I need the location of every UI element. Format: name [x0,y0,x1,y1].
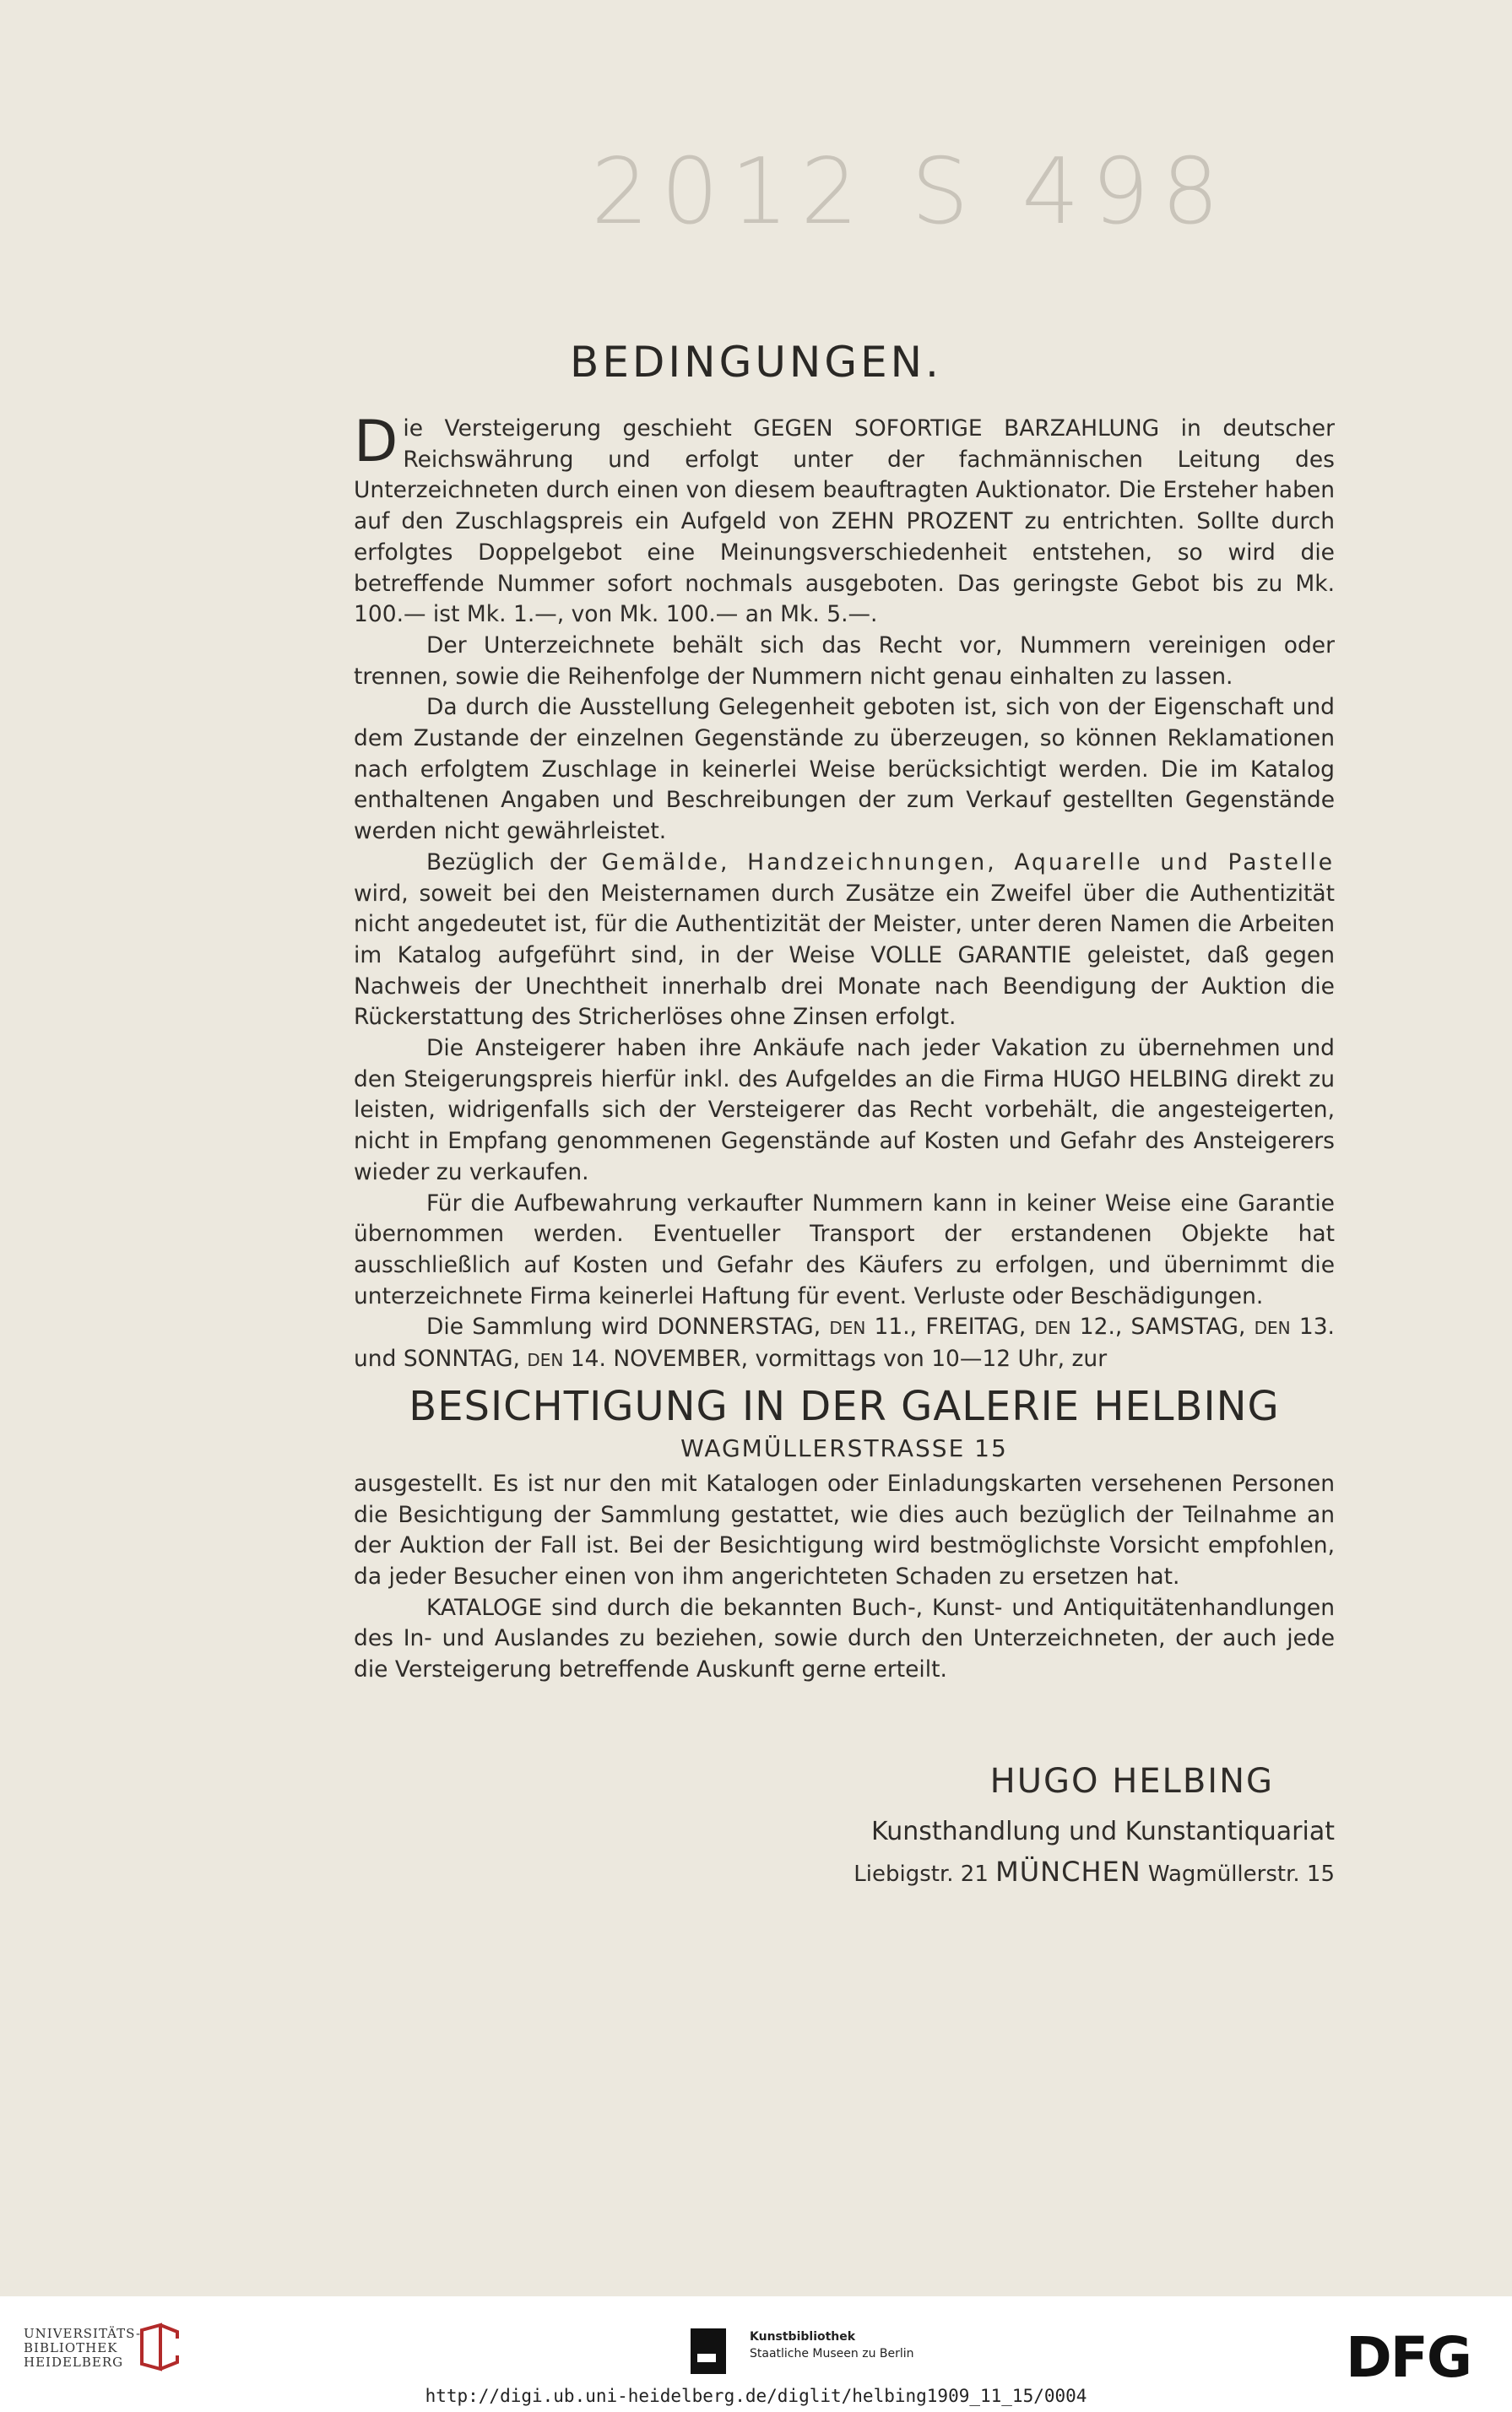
signature-block [854,1760,1335,1893]
conditions-text [354,409,1336,1686]
paragraph-3: Da durch die Ausstellung Gelegenheit geboten ist, sich von der Eigenschaft und dem Zustande der einzelnen Gegenstände zu überzeugen, so können Reklamationen nach erfolgtem Zuschlage in keinerlei Weise berücksichtigt werden. Die im Katalog enthaltenen Angaben und Beschreibungen der zum Verkauf gestellten Gegenstände werden nicht gewährleistet. [354,694,1335,845]
paragraph-9: KATALOGE sind durch die bekannten Buch-, Kunst- und Antiquitätenhandlungen des In- und Auslandes zu beziehen, sowie durch den Unterzeichneten, der auch jede die Versteigerung betreffende Auskunft gerne erteilt. [354,1594,1335,1683]
signature-subtitle: Kunsthandlung und Kunstantiquariat [871,1817,1335,1846]
page-title: BEDINGUNGEN. [570,338,942,387]
ub-heidelberg-logo-icon [135,2322,182,2372]
paragraph-4: Bezüglich der Gemälde, Handzeichnungen, Aquarelle und Pastelle wird, soweit bei den Meisternamen durch Zusätze ein Zweifel über die Authentizität nicht angedeutet ist, für die Authentizität der Meister, unter deren Namen die Arbeiten im Katalog aufgeführt sind, in der Weise VOLLE GARANTIE geleistet, daß gegen Nachweis der Unechtheit innerhalb drei Monate nach Beendigung der Auktion die Rückerstattung des Stricherlöses ohne Zinsen erfolgt. [354,848,1336,1031]
gallery-address: WAGMÜLLERSTRASSE 15 [680,1434,1008,1462]
paragraph-7: Die Sammlung wird DONNERSTAG, DEN 11., FREITAG, DEN 12., SAMSTAG, DEN 13. und SONNTAG, DEN 14. NOVEMBER, vormittags von 10—12 Uhr, zur [354,1314,1335,1373]
paragraph-1: Die Versteigerung geschieht GEGEN SOFORTIGE BARZAHLUNG in deutscher Reichswährung und erfolgt unter der fachmännischen Leitung des Unterzeichneten durch einen von diesem beauftragten Auktionator. Die Ersteher haben auf den Zuschlagspreis ein Aufgeld von ZEHN PROZENT zu entrichten. Sollte durch erfolgtes Doppelgebot eine Meinungsverschiedenheit entstehen, so wird die betreffende Nummer sofort nochmals ausgeboten. Das geringste Gebot bis zu Mk. 100.— ist Mk. 1.—, von Mk. 100.— an Mk. 5.—. [354,409,1336,628]
drop-cap: D [354,409,398,475]
source-url[interactable]: http://digi.ub.uni-heidelberg.de/diglit/helbing1909_11_15/0004 [425,2386,1087,2406]
pencil-shelfmark: 2012 S 498 [591,139,1232,245]
paragraph-8: ausgestellt. Es ist nur den mit Katalogen oder Einladungskarten versehenen Personen die Besichtigung der Sammlung gestattet, wie dies auch bezüglich der Teilnahme an der Auktion der Fall ist. Bei der Besichtigung wird bestmöglichste Vorsicht empfohlen, da jeder Besucher einen von ihm angerichteten Schaden zu ersetzen hat. [354,1470,1335,1590]
paragraph-2: Der Unterzeichnete behält sich das Recht vor, Nummern vereinigen oder trennen, sowie die Reihenfolge der Nummern nicht genau einhalten zu lassen. [354,631,1335,690]
paragraph-6: Für die Aufbewahrung verkaufter Nummern kann in keiner Weise eine Garantie übernommen werden. Eventueller Transport der erstandenen Objekte hat ausschließlich auf Kosten und Gefahr des Käufers zu erfolgen, und übernimmt die unterzeichnete Firma keinerlei Haftung für event. Verluste oder Beschädigungen. [354,1190,1335,1309]
digitization-footer [0,2296,1512,2412]
signature-address: Liebigstr. 21 MÜNCHEN Wagmüllerstr. 15 [854,1856,1335,1888]
ub-heidelberg-wordmark: UNIVERSITÄTS- BIBLIOTHEK HEIDELBERG [24,2326,142,2370]
paragraph-5: Die Ansteigerer haben ihre Ankäufe nach jeder Vakation zu übernehmen und den Steigerungspreis hierfür inkl. des Aufgeldes an die Firma HUGO HELBING direkt zu leisten, widrigenfalls sich der Versteigerer das Recht vorbehält, die angesteigerten, nicht in Empfang genommenen Gegenstände auf Kosten und Gefahr des Ansteigerers wieder zu verkaufen. [354,1035,1335,1185]
kunstbibliothek-logo-icon [691,2328,726,2374]
signature-name: HUGO HELBING [989,1762,1274,1801]
dfg-logo: DFG [1346,2325,1471,2390]
gallery-heading: BESICHTIGUNG IN DER GALERIE HELBING [409,1382,1280,1430]
kunstbibliothek-label: Kunstbibliothek Staatliche Museen zu Berlin [750,2330,914,2361]
